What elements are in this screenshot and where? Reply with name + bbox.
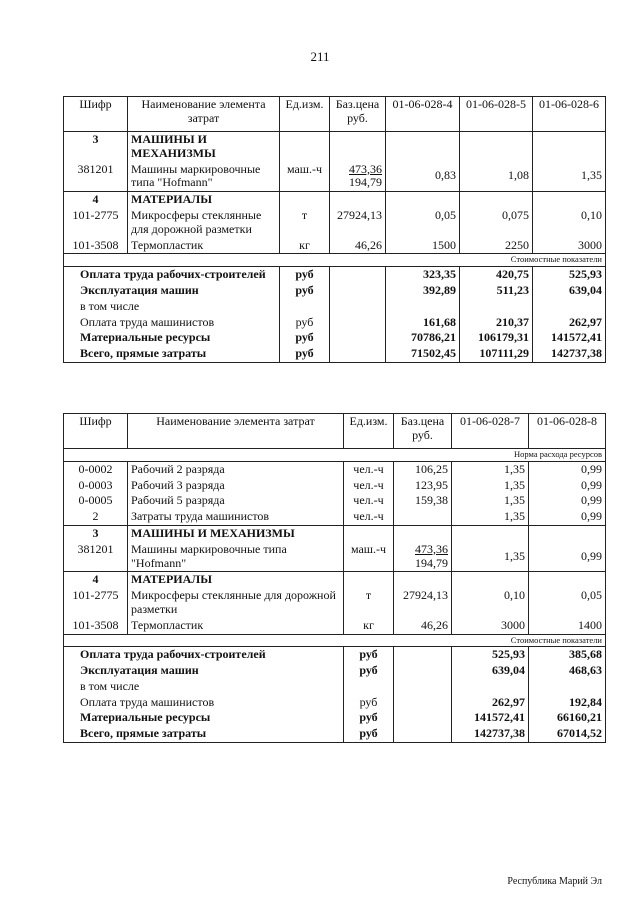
- resource-unit: [280, 132, 330, 162]
- resource-price: [330, 238, 386, 254]
- price-value: 46,26: [421, 617, 448, 632]
- cost-row: [64, 267, 606, 283]
- resource-unit: кг: [280, 238, 330, 254]
- norm-value: [533, 132, 606, 162]
- cost-value: 70786,21: [386, 330, 460, 346]
- cost-row: [64, 315, 606, 331]
- resource-price: [394, 525, 452, 541]
- norm-value: 0,99: [529, 461, 606, 477]
- norm-value: 3000: [533, 238, 606, 254]
- norm-value: 1,35: [533, 162, 606, 192]
- norm-value: 0,83: [386, 162, 460, 192]
- page-number: 211: [310, 49, 330, 64]
- price-value: 27924,13: [403, 588, 448, 603]
- price-value: 123,95: [415, 477, 448, 492]
- cost-row: [64, 647, 606, 663]
- norm-value: 1400: [529, 618, 606, 634]
- cost-price-empty: [330, 330, 386, 346]
- norm-value: 0,99: [529, 493, 606, 509]
- price-value: 27924,13: [337, 207, 382, 222]
- resource-name: Рабочий 3 разряда: [128, 478, 344, 494]
- resource-name: МАШИНЫ И МЕХАНИЗМЫ: [128, 525, 344, 541]
- norm-value: 0,99: [529, 478, 606, 494]
- header-cell-rate-8: 01-06-028-8: [529, 414, 606, 449]
- norm-value: 2250: [460, 238, 533, 254]
- cost-value: 107111,29: [460, 346, 533, 362]
- norm-value: 1,35: [452, 461, 529, 477]
- price-value: 473,36: [349, 161, 382, 176]
- cost-value: [460, 299, 533, 315]
- resource-price: [394, 461, 452, 477]
- resource-price: [394, 509, 452, 525]
- cost-name: Оплата труда машинистов: [64, 315, 280, 331]
- cost-label: Стоимостные показатели: [64, 634, 606, 647]
- resource-price: [330, 132, 386, 162]
- norm-value: [460, 132, 533, 162]
- resource-price: [330, 162, 386, 192]
- cost-unit: руб: [344, 710, 394, 726]
- cost-value: 385,68: [529, 647, 606, 663]
- cost-price-empty: [394, 695, 452, 711]
- resource-row: [64, 618, 606, 634]
- resource-price: [394, 493, 452, 509]
- resource-name: Микросферы стеклянные для дорожной разметки: [128, 588, 344, 618]
- header-cell-rate-7: 01-06-028-7: [452, 414, 529, 449]
- price-value-secondary: 194,79: [415, 555, 448, 570]
- cost-price-empty: [394, 726, 452, 742]
- resource-name: Машины маркировочные типа "Hofmann": [128, 542, 344, 572]
- resource-price: [394, 542, 452, 572]
- cost-value: 66160,21: [529, 710, 606, 726]
- resource-unit: чел.-ч: [344, 493, 394, 509]
- header-cell-rate-6: 01-06-028-6: [533, 97, 606, 132]
- cost-unit: руб: [280, 315, 330, 331]
- cost-price-empty: [394, 679, 452, 695]
- table-header-row: [64, 414, 606, 449]
- cost-row: [64, 299, 606, 315]
- cost-row: [64, 283, 606, 299]
- cost-value: 210,37: [460, 315, 533, 331]
- resource-price: [330, 208, 386, 238]
- price-value: 46,26: [355, 237, 382, 252]
- cost-name: Материальные ресурсы: [64, 330, 280, 346]
- cost-price-empty: [330, 346, 386, 362]
- price-value: 106,25: [415, 461, 448, 476]
- norm-value: 1,35: [452, 478, 529, 494]
- resource-row: [64, 461, 606, 477]
- cost-price-empty: [330, 283, 386, 299]
- cost-value: 106179,31: [460, 330, 533, 346]
- cost-value: 141572,41: [533, 330, 606, 346]
- header-cell-code: Шифр: [64, 97, 128, 132]
- resource-name: Рабочий 2 разряда: [128, 461, 344, 477]
- cost-value: 67014,52: [529, 726, 606, 742]
- header-cell-code: Шифр: [64, 414, 128, 449]
- cost-name: Эксплуатация машин: [64, 283, 280, 299]
- cost-unit: [280, 299, 330, 315]
- cost-row: [64, 346, 606, 362]
- cost-price-empty: [394, 663, 452, 679]
- norm-label-row: [64, 449, 606, 462]
- cost-unit: руб: [344, 647, 394, 663]
- resource-unit: чел.-ч: [344, 461, 394, 477]
- cost-name: Эксплуатация машин: [64, 663, 344, 679]
- cost-value: 468,63: [529, 663, 606, 679]
- cost-unit: [344, 679, 394, 695]
- cost-row: [64, 695, 606, 711]
- resource-code: 101-2775: [64, 588, 128, 618]
- resource-code: 3: [64, 525, 128, 541]
- cost-row: [64, 330, 606, 346]
- cost-value: 639,04: [452, 663, 529, 679]
- norm-value: 0,99: [529, 542, 606, 572]
- cost-value: 392,89: [386, 283, 460, 299]
- cost-name: Оплата труда машинистов: [64, 695, 344, 711]
- norm-value: [452, 525, 529, 541]
- estimate-table-2-body: [64, 414, 606, 743]
- cost-name: Оплата труда рабочих-строителей: [64, 647, 344, 663]
- norm-value: [460, 192, 533, 208]
- resource-unit: маш.-ч: [344, 542, 394, 572]
- section-header-row: [64, 132, 606, 162]
- resource-unit: [344, 572, 394, 588]
- estimate-table-1-body: [64, 97, 606, 363]
- resource-name: Затраты труда машинистов: [128, 509, 344, 525]
- cost-price-empty: [394, 647, 452, 663]
- resource-name: Микросферы стеклянные для дорожной разметки: [128, 208, 280, 238]
- norm-value: 1500: [386, 238, 460, 254]
- resource-name: Рабочий 5 разряда: [128, 493, 344, 509]
- price-value: 473,36: [415, 541, 448, 556]
- cost-value: 262,97: [533, 315, 606, 331]
- header-cell-rate-5: 01-06-028-5: [460, 97, 533, 132]
- resource-name: Термопластик: [128, 238, 280, 254]
- norm-value: 1,35: [452, 542, 529, 572]
- resource-unit: кг: [344, 618, 394, 634]
- norm-value: 0,10: [533, 208, 606, 238]
- resource-price: [394, 588, 452, 618]
- resource-unit: чел.-ч: [344, 478, 394, 494]
- resource-code: 101-3508: [64, 238, 128, 254]
- norm-value: 0,05: [386, 208, 460, 238]
- cost-unit: руб: [280, 267, 330, 283]
- resource-row: [64, 542, 606, 572]
- price-value: 159,38: [415, 493, 448, 508]
- resource-name: МАТЕРИАЛЫ: [128, 192, 280, 208]
- resource-name: Термопластик: [128, 618, 344, 634]
- header-cell-unit: Ед.изм.: [344, 414, 394, 449]
- header-cell-name: Наименование элемента затрат: [128, 97, 280, 132]
- cost-value: 262,97: [452, 695, 529, 711]
- section-header-row: [64, 525, 606, 541]
- cost-name: Оплата труда рабочих-строителей: [64, 267, 280, 283]
- price-value-secondary: 194,79: [349, 175, 382, 190]
- resource-code: 4: [64, 572, 128, 588]
- resource-row: [64, 478, 606, 494]
- resource-code: 0-0003: [64, 478, 128, 494]
- estimate-table-1: [63, 96, 606, 363]
- norm-value: 1,35: [452, 509, 529, 525]
- resource-code: 381201: [64, 162, 128, 192]
- norm-value: [533, 192, 606, 208]
- cost-price-empty: [330, 299, 386, 315]
- cost-value: 141572,41: [452, 710, 529, 726]
- cost-unit: руб: [344, 663, 394, 679]
- resource-price: [394, 478, 452, 494]
- cost-name: Всего, прямые затраты: [64, 346, 280, 362]
- resource-row: [64, 162, 606, 192]
- cost-value: 525,93: [533, 267, 606, 283]
- norm-value: 0,10: [452, 588, 529, 618]
- cost-row: [64, 726, 606, 742]
- resource-name: МАТЕРИАЛЫ: [128, 572, 344, 588]
- cost-price-empty: [394, 710, 452, 726]
- resource-price: [394, 572, 452, 588]
- cost-value: 71502,45: [386, 346, 460, 362]
- cost-value: 323,35: [386, 267, 460, 283]
- resource-row: [64, 588, 606, 618]
- cost-row: [64, 710, 606, 726]
- cost-value: 511,23: [460, 283, 533, 299]
- norm-value: [386, 132, 460, 162]
- resource-row: [64, 493, 606, 509]
- cost-price-empty: [330, 267, 386, 283]
- norm-value: 0,075: [460, 208, 533, 238]
- header-cell-rate-4: 01-06-028-4: [386, 97, 460, 132]
- cost-value: 420,75: [460, 267, 533, 283]
- resource-code: 0-0005: [64, 493, 128, 509]
- cost-value: 639,04: [533, 283, 606, 299]
- norm-value: [386, 192, 460, 208]
- resource-price: [394, 618, 452, 634]
- cost-label-row: [64, 634, 606, 647]
- norm-value: 1,08: [460, 162, 533, 192]
- norm-value: [529, 572, 606, 588]
- resource-code: 4: [64, 192, 128, 208]
- norm-label: Норма расхода ресурсов: [64, 449, 606, 462]
- section-header-row: [64, 572, 606, 588]
- resource-unit: т: [344, 588, 394, 618]
- cost-value: 142737,38: [533, 346, 606, 362]
- cost-unit: руб: [344, 726, 394, 742]
- cost-name: Всего, прямые затраты: [64, 726, 344, 742]
- resource-name: Машины маркировочные типа "Hofmann": [128, 162, 280, 192]
- norm-value: 1,35: [452, 493, 529, 509]
- resource-code: 101-2775: [64, 208, 128, 238]
- resource-unit: маш.-ч: [280, 162, 330, 192]
- resource-code: 101-3508: [64, 618, 128, 634]
- cost-value: 142737,38: [452, 726, 529, 742]
- resource-row: [64, 208, 606, 238]
- table-header-row: [64, 97, 606, 132]
- norm-value: [452, 572, 529, 588]
- norm-value: [529, 525, 606, 541]
- cost-value: [386, 299, 460, 315]
- header-cell-unit: Ед.изм.: [280, 97, 330, 132]
- cost-unit: руб: [280, 330, 330, 346]
- cost-name: Материальные ресурсы: [64, 710, 344, 726]
- norm-value: 3000: [452, 618, 529, 634]
- section-header-row: [64, 192, 606, 208]
- resource-price: [330, 192, 386, 208]
- resource-unit: чел.-ч: [344, 509, 394, 525]
- cost-label: Стоимостные показатели: [64, 254, 606, 267]
- cost-value: [452, 679, 529, 695]
- cost-value: [529, 679, 606, 695]
- cost-value: 161,68: [386, 315, 460, 331]
- norm-value: 0,99: [529, 509, 606, 525]
- resource-row: [64, 509, 606, 525]
- resource-unit: [280, 192, 330, 208]
- cost-value: 525,93: [452, 647, 529, 663]
- resource-unit: т: [280, 208, 330, 238]
- resource-code: 0-0002: [64, 461, 128, 477]
- cost-name: в том числе: [64, 299, 280, 315]
- cost-price-empty: [330, 315, 386, 331]
- cost-unit: руб: [344, 695, 394, 711]
- estimate-table-2: [63, 413, 606, 743]
- cost-value: [533, 299, 606, 315]
- norm-value: 0,05: [529, 588, 606, 618]
- resource-name: МАШИНЫ И МЕХАНИЗМЫ: [128, 132, 280, 162]
- cost-label-row: [64, 254, 606, 267]
- footer-region: Республика Марий Эл: [507, 876, 602, 887]
- resource-code: 381201: [64, 542, 128, 572]
- resource-row: [64, 238, 606, 254]
- header-cell-price: Баз.цена руб.: [394, 414, 452, 449]
- header-cell-name: Наименование элемента затрат: [128, 414, 344, 449]
- resource-code: 3: [64, 132, 128, 162]
- cost-unit: руб: [280, 346, 330, 362]
- cost-value: 192,84: [529, 695, 606, 711]
- header-cell-price: Баз.цена руб.: [330, 97, 386, 132]
- resource-code: 2: [64, 509, 128, 525]
- cost-row: [64, 679, 606, 695]
- cost-name: в том числе: [64, 679, 344, 695]
- cost-row: [64, 663, 606, 679]
- resource-unit: [344, 525, 394, 541]
- cost-unit: руб: [280, 283, 330, 299]
